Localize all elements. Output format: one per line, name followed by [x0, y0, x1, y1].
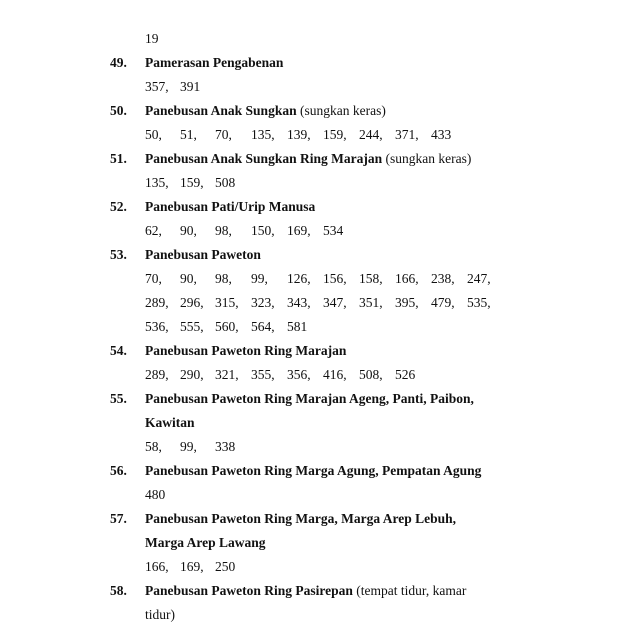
index-entry-heading	[0, 339, 624, 363]
index-entry-heading	[0, 459, 624, 483]
page-numbers-line	[0, 123, 624, 147]
page-number: 395,	[395, 295, 419, 310]
index-entry-heading	[0, 51, 624, 75]
page-number: 480	[145, 487, 166, 502]
page-number: 247,	[467, 271, 491, 286]
page-numbers-line	[0, 267, 624, 291]
entry-note: (sungkan keras)	[296, 103, 386, 118]
entry-title: Panebusan Paweton Ring Marga Agung, Pempatan Agung	[145, 463, 482, 478]
page-number: 508,	[359, 367, 383, 382]
page-number: 98,	[215, 271, 232, 286]
page-number: 58,	[145, 439, 162, 454]
entry-title-cont: Kawitan	[145, 415, 195, 430]
entry-number: 52.	[110, 199, 127, 214]
page-number: 19	[145, 31, 159, 46]
page-number: 535,	[467, 295, 491, 310]
page-number: 166,	[395, 271, 419, 286]
entry-note-cont: tidur)	[145, 607, 175, 622]
page-number: 126,	[287, 271, 311, 286]
entry-title: Panebusan Paweton	[145, 247, 261, 262]
entry-title: Panebusan Paweton Ring Pasirepan	[145, 583, 353, 598]
page-number: 99,	[180, 439, 197, 454]
page-numbers-line	[0, 27, 624, 51]
page-number: 351,	[359, 295, 383, 310]
page-numbers-line	[0, 363, 624, 387]
entry-title: Panebusan Anak Sungkan Ring Marajan	[145, 151, 383, 166]
page-number: 371,	[395, 127, 419, 142]
page-number: 159,	[323, 127, 347, 142]
page-number: 98,	[215, 223, 232, 238]
page-number: 355,	[251, 367, 275, 382]
page-number: 62,	[145, 223, 162, 238]
page-numbers-line	[0, 75, 624, 99]
page-number: 99,	[251, 271, 268, 286]
entry-number: 51.	[110, 151, 127, 166]
page-number: 139,	[287, 127, 311, 142]
index-entry-heading	[0, 147, 624, 171]
page-number: 479,	[431, 295, 455, 310]
page-number: 244,	[359, 127, 383, 142]
page-number: 357,	[145, 79, 169, 94]
entry-title-cont: Marga Arep Lawang	[145, 535, 266, 550]
page-numbers-line	[0, 435, 624, 459]
entry-title: Panebusan Anak Sungkan	[145, 103, 297, 118]
page-numbers-line	[0, 555, 624, 579]
page-number: 166,	[145, 559, 169, 574]
page-number: 555,	[180, 319, 204, 334]
page-number: 391	[180, 79, 201, 94]
entry-number: 58.	[110, 583, 127, 598]
page-number: 347,	[323, 295, 347, 310]
page-number: 159,	[180, 175, 204, 190]
entry-title: Panebusan Paweton Ring Marajan	[145, 343, 347, 358]
index-entry-heading	[0, 195, 624, 219]
page-number: 135,	[145, 175, 169, 190]
page-number: 70,	[215, 127, 232, 142]
page-number: 433	[431, 127, 452, 142]
page-number: 90,	[180, 223, 197, 238]
entry-title: Panebusan Pati/Urip Manusa	[145, 199, 316, 214]
entry-note: (tempat tidur, kamar	[352, 583, 467, 598]
page-number: 158,	[359, 271, 383, 286]
entry-title: Panebusan Paweton Ring Marga, Marga Arep Lebuh,	[145, 511, 457, 526]
page-number: 416,	[323, 367, 347, 382]
page-numbers-line	[0, 219, 624, 243]
page-number: 564,	[251, 319, 275, 334]
page-number: 238,	[431, 271, 455, 286]
entry-title-wrap	[145, 459, 481, 483]
entry-number: 49.	[110, 55, 127, 70]
page-number: 90,	[180, 271, 197, 286]
page-number: 338	[215, 439, 236, 454]
entry-number: 54.	[110, 343, 127, 358]
page-number: 581	[287, 319, 308, 334]
entry-note-continued	[0, 603, 624, 627]
page-number: 323,	[251, 295, 275, 310]
entry-title-wrap	[145, 195, 315, 219]
entry-title-wrap	[145, 243, 261, 267]
page-numbers-line	[0, 315, 624, 339]
page-number: 250	[215, 559, 236, 574]
page-number: 296,	[180, 295, 204, 310]
entry-title-wrap	[145, 507, 456, 531]
page-number: 560,	[215, 319, 239, 334]
page-number: 150,	[251, 223, 275, 238]
entry-number: 50.	[110, 103, 127, 118]
entry-title-wrap	[145, 51, 283, 75]
page-number: 536,	[145, 319, 169, 334]
page-number: 534	[323, 223, 344, 238]
page-number: 289,	[145, 367, 169, 382]
page-number: 315,	[215, 295, 239, 310]
page-number: 321,	[215, 367, 239, 382]
page-number: 135,	[251, 127, 275, 142]
page-numbers-line	[0, 171, 624, 195]
index-entry-heading	[0, 387, 624, 411]
page-number: 290,	[180, 367, 204, 382]
page-number: 508	[215, 175, 236, 190]
entry-title: Pamerasan Pengabenan	[145, 55, 284, 70]
entry-title-wrap	[145, 339, 346, 363]
entry-title-continued	[0, 531, 624, 555]
page-number: 70,	[145, 271, 162, 286]
entry-title-wrap	[145, 387, 474, 411]
index-entry-heading	[0, 243, 624, 267]
entry-title-wrap	[145, 579, 466, 603]
page-number: 169,	[180, 559, 204, 574]
entry-number: 53.	[110, 247, 127, 262]
entry-title: Panebusan Paweton Ring Marajan Ageng, Panti, Paibon,	[145, 391, 474, 406]
index-entry-heading	[0, 507, 624, 531]
page-number: 289,	[145, 295, 169, 310]
page-number: 51,	[180, 127, 197, 142]
index-entry-heading	[0, 579, 624, 603]
page-number: 526	[395, 367, 416, 382]
page-number: 169,	[287, 223, 311, 238]
page-number: 356,	[287, 367, 311, 382]
entry-note: (sungkan keras)	[382, 151, 472, 166]
page-numbers-line	[0, 291, 624, 315]
entry-number: 55.	[110, 391, 127, 406]
entry-number: 56.	[110, 463, 127, 478]
entry-title-wrap	[145, 147, 471, 171]
page-number: 343,	[287, 295, 311, 310]
page-numbers-line	[0, 483, 624, 507]
entry-number: 57.	[110, 511, 127, 526]
entry-title-wrap	[145, 99, 386, 123]
entry-title-continued	[0, 411, 624, 435]
page-number: 156,	[323, 271, 347, 286]
page-number: 50,	[145, 127, 162, 142]
index-entry-heading	[0, 99, 624, 123]
